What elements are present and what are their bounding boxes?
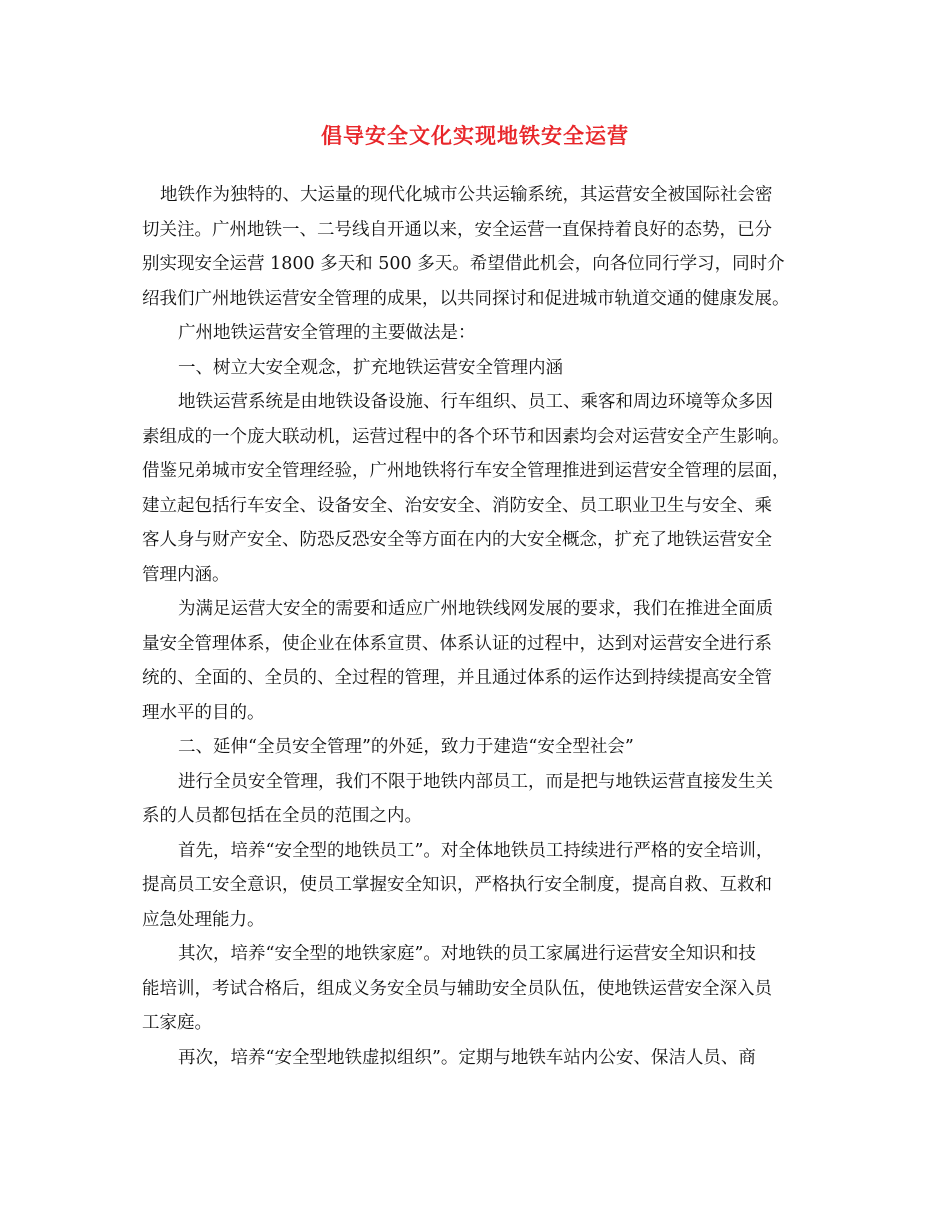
section-heading: 二、延伸“全员安全管理”的外延，致力于建造“安全型社会” [178,737,634,757]
paragraph-line: 系的人员都包括在全员的范围之内。 [142,806,422,826]
paragraph-line: 切关注。广州地铁一、二号线自开通以来，安全运营一直保持着良好的态势，已分 [142,220,772,240]
paragraph-line: 其次，培养“安全型的地铁家庭”。对地铁的员工家属进行运营安全知识和技 [178,944,756,964]
paragraph-line: 素组成的一个庞大联动机，运营过程中的各个环节和因素均会对运营安全产生影响。 [142,427,790,447]
paragraph-line: 建立起包括行车安全、设备安全、治安安全、消防安全、员工职业卫生与安全、乘 [142,496,772,516]
section-heading: 一、树立大安全观念，扩充地铁运营安全管理内涵 [178,358,563,378]
paragraph-line: 工家庭。 [142,1013,212,1033]
paragraph-line: 再次，培养“安全型地铁虚拟组织”。定期与地铁车站内公安、保洁人员、商 [178,1048,756,1068]
paragraph-line: 进行全员安全管理，我们不限于地铁内部员工，而是把与地铁运营直接发生关 [178,772,773,792]
paragraph-line: 地铁运营系统是由地铁设备设施、行车组织、员工、乘客和周边环境等众多因 [178,392,773,412]
paragraph-line: 量安全管理体系，使企业在体系宣贯、体系认证的过程中，达到对运营安全进行系 [142,634,772,654]
paragraph-line: 客人身与财产安全、防恐反恐安全等方面在内的大安全概念，扩充了地铁运营安全 [142,530,772,550]
paragraph-line: 首先，培养“安全型的地铁员工”。对全体地铁员工持续进行严格的安全培训， [178,841,774,861]
paragraph-line: 应急处理能力。 [142,910,265,930]
paragraph-line: 能培训，考试合格后，组成义务安全员与辅助安全员队伍，使地铁运营安全深入员 [142,979,772,999]
paragraph-line: 统的、全面的、全员的、全过程的管理，并且通过体系的运作达到持续提高安全管 [142,668,772,688]
paragraph-line: 提高员工安全意识，使员工掌握安全知识，严格执行安全制度，提高自救、互救和 [142,875,772,895]
paragraph-line: 广州地铁运营安全管理的主要做法是： [178,323,476,343]
paragraph-line: 借鉴兄弟城市安全管理经验，广州地铁将行车安全管理推进到运营安全管理的层面， [142,461,790,481]
document-title: 倡导安全文化实现地铁安全运营 [321,123,629,148]
paragraph-line: 别实现安全运营 1800 多天和 500 多天。希望借此机会，向各位同行学习，同时介 [142,254,785,274]
paragraph-line: 为满足运营大安全的需要和适应广州地铁线网发展的要求，我们在推进全面质 [178,599,773,619]
paragraph-line: 管理内涵。 [142,565,230,585]
paragraph-line: 理水平的目的。 [142,703,265,723]
paragraph-line: 地铁作为独特的、大运量的现代化城市公共运输系统，其运营安全被国际社会密 [160,185,773,205]
paragraph-line: 绍我们广州地铁运营安全管理的成果，以共同探讨和促进城市轨道交通的健康发展。 [142,289,790,309]
